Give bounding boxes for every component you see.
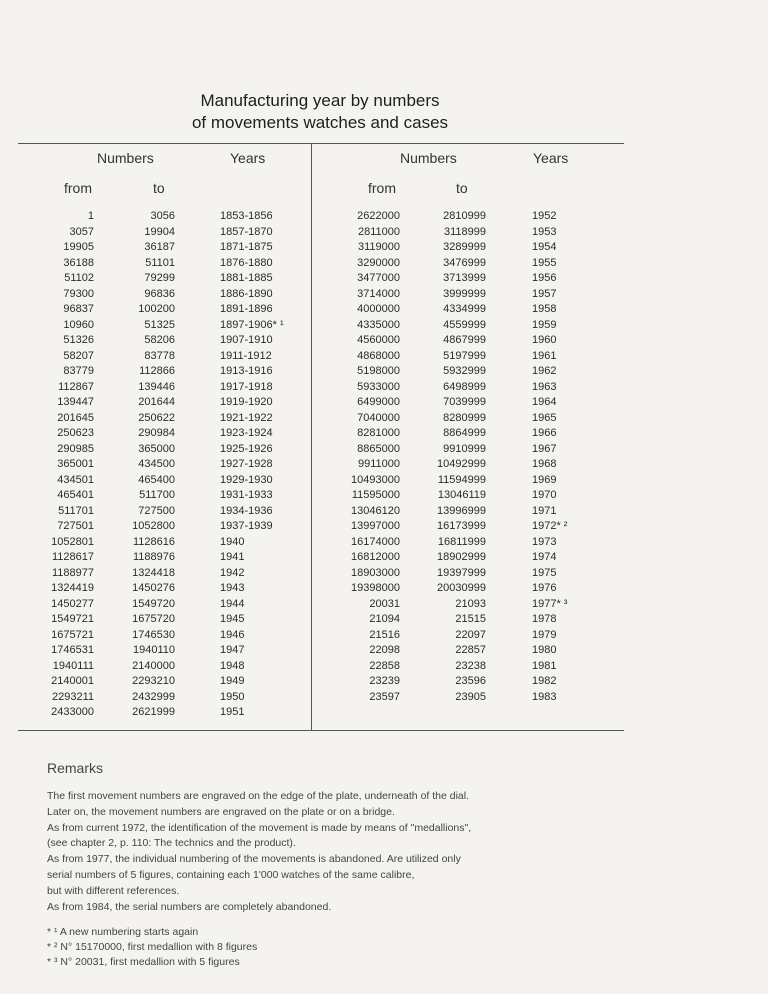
left-to-cell: 96836	[144, 287, 175, 300]
title-line-2: of movements watches and cases	[191, 113, 449, 132]
left-years-cell: 1929-1930	[220, 473, 273, 486]
right-from-cell: 4868000	[357, 349, 400, 362]
left-from-cell: 51102	[64, 272, 94, 284]
right-to-cell: 5197999	[443, 349, 486, 362]
remarks-line: As from 1977, the individual numbering of the movements is abandoned. Are utilized only	[47, 853, 461, 866]
right-years-cell: 1956	[532, 272, 557, 284]
left-years-cell: 1871-1875	[220, 241, 273, 253]
left-years-cell: 1891-1896	[220, 303, 273, 315]
right-from-cell: 7040000	[357, 411, 400, 424]
column-divider	[311, 144, 312, 730]
left-years-header: Years	[230, 150, 266, 166]
right-to-cell: 3999999	[443, 287, 486, 300]
left-years-column	[220, 209, 310, 721]
left-to-cell: 727500	[138, 504, 175, 517]
left-from-cell: 79300	[63, 287, 94, 300]
right-numbers-header: Numbers	[400, 150, 457, 166]
right-years-cell: 1983	[532, 690, 557, 703]
left-to-cell: 1940110	[132, 644, 175, 656]
left-from-cell: 727501	[57, 520, 94, 532]
right-to-cell: 23596	[455, 675, 486, 687]
left-years-cell: 1853-1856	[220, 210, 273, 222]
left-to-cell: 58206	[144, 334, 175, 346]
left-years-cell: 1950	[220, 690, 245, 703]
right-from-cell: 3477000	[357, 272, 400, 284]
right-to-cell: 7039999	[443, 396, 486, 408]
right-to-cell: 4334999	[443, 303, 486, 315]
left-years-cell: 1942	[220, 566, 245, 579]
left-from-cell: 201645	[57, 411, 94, 424]
left-from-cell: 51326	[63, 334, 94, 346]
left-years-cell: 1937-1939	[220, 520, 273, 532]
right-years-cell: 1966	[532, 427, 557, 439]
right-to-cell: 16811999	[437, 535, 486, 548]
right-years-cell: 1960	[532, 334, 557, 346]
right-from-cell: 4000000	[357, 303, 400, 315]
right-years-cell: 1979	[532, 628, 557, 641]
right-years-cell: 1971	[532, 504, 557, 517]
left-from-cell: 365001	[57, 458, 94, 470]
left-from-cell: 434501	[57, 473, 94, 486]
right-to-cell: 9910999	[443, 442, 486, 455]
right-to-cell: 22097	[455, 628, 486, 641]
right-years-cell: 1965	[532, 411, 557, 424]
left-to-cell: 2140000	[132, 659, 175, 672]
left-from-cell: 1052801	[51, 535, 94, 548]
right-from-cell: 23597	[369, 690, 400, 703]
left-from-cell: 112867	[58, 380, 94, 393]
left-to-cell: 1746530	[132, 628, 175, 641]
right-years-cell: 1968	[532, 458, 557, 470]
right-from-cell: 3290000	[357, 256, 400, 269]
left-to-cell: 79299	[144, 272, 175, 284]
right-from-cell: 20031	[369, 597, 400, 610]
left-from-cell: 1675721	[51, 628, 94, 641]
left-from-cell: 1450277	[51, 597, 94, 610]
left-to-cell: 1450276	[132, 582, 175, 594]
left-years-cell: 1951	[220, 706, 245, 718]
left-years-cell: 1886-1890	[220, 287, 273, 300]
left-years-cell: 1857-1870	[220, 225, 273, 238]
right-from-cell: 8865000	[357, 442, 400, 455]
left-from-cell: 1940111	[52, 659, 94, 672]
right-to-cell: 20030999	[437, 582, 486, 594]
left-years-cell: 1907-1910	[220, 334, 273, 346]
remarks-body	[47, 789, 471, 915]
left-from-cell: 1324419	[51, 582, 94, 594]
right-years-cell: 1961	[532, 349, 557, 362]
right-from-cell: 18903000	[351, 566, 400, 579]
left-from-column	[20, 209, 94, 721]
right-from-cell: 16812000	[351, 551, 400, 563]
right-from-cell: 4335000	[357, 318, 400, 331]
remarks-line: As from 1984, the serial numbers are completely abandoned.	[47, 900, 332, 913]
right-to-cell: 19397999	[437, 566, 486, 579]
right-to-cell: 16173999	[437, 520, 486, 532]
left-from-cell: 250623	[57, 427, 94, 439]
left-to-cell: 36187	[144, 241, 175, 253]
right-years-cell: 1953	[532, 225, 557, 238]
right-to-cell: 3118999	[443, 225, 486, 238]
right-years-cell: 1970	[532, 489, 557, 501]
right-to-cell: 3476999	[443, 256, 486, 269]
remarks-line: The first movement numbers are engraved on the edge of the plate, underneath of the dial.	[47, 790, 470, 802]
footnote-line: * ¹ A new numbering starts again	[47, 926, 199, 938]
left-years-cell: 1913-1916	[220, 365, 273, 377]
left-from-cell: 3057	[69, 225, 94, 238]
right-to-cell: 3713999	[443, 272, 486, 284]
left-to-cell: 2432999	[132, 690, 175, 703]
left-to-cell: 1324418	[132, 566, 175, 579]
right-to-cell: 5932999	[443, 365, 486, 377]
right-years-cell: 1974	[532, 551, 557, 563]
left-from-cell: 1188977	[51, 566, 94, 579]
left-years-cell: 1931-1933	[220, 489, 273, 501]
left-to-cell: 112866	[139, 365, 175, 377]
footnotes	[47, 925, 257, 970]
right-years-cell: 1954	[532, 241, 557, 253]
left-years-cell: 1925-1926	[220, 442, 273, 455]
left-from-cell: 2433000	[51, 706, 94, 718]
footnote-line: * ³ N° 20031, first medallion with 5 figures	[47, 956, 240, 968]
right-years-cell: 1959	[532, 318, 557, 331]
right-to-cell: 23905	[455, 690, 486, 703]
right-years-cell: 1981	[532, 659, 557, 672]
left-numbers-header: Numbers	[97, 150, 154, 166]
right-from-cell: 2622000	[357, 210, 400, 222]
left-to-cell: 1188976	[132, 551, 175, 563]
left-to-cell: 51325	[144, 318, 175, 331]
left-years-cell: 1943	[220, 582, 245, 594]
left-to-cell: 2293210	[132, 675, 175, 687]
left-years-cell: 1881-1885	[220, 272, 273, 284]
left-years-cell: 1949	[220, 675, 245, 687]
left-years-cell: 1923-1924	[220, 427, 273, 439]
left-from-header: from	[64, 180, 92, 196]
left-years-cell: 1927-1928	[220, 458, 273, 470]
left-to-cell: 1128616	[132, 535, 175, 548]
left-to-cell: 290984	[138, 427, 175, 439]
right-from-cell: 3119000	[357, 241, 400, 253]
right-to-column	[420, 209, 486, 705]
right-years-cell: 1973	[532, 535, 557, 548]
left-from-cell: 1549721	[51, 613, 94, 625]
left-years-cell: 1941	[220, 551, 245, 563]
right-years-cell: 1982	[532, 675, 557, 687]
left-to-cell: 434500	[138, 458, 175, 470]
right-years-cell: 1952	[532, 210, 557, 222]
left-from-cell: 2140001	[51, 675, 94, 687]
right-from-cell: 16174000	[351, 535, 400, 548]
remarks-line: (see chapter 2, p. 110: The technics and the product).	[47, 837, 296, 850]
right-to-cell: 8864999	[443, 427, 486, 439]
right-years-cell: 1976	[532, 582, 557, 594]
left-from-cell: 139447	[57, 396, 94, 408]
remarks-title: Remarks	[47, 760, 104, 776]
right-from-cell: 21094	[369, 613, 400, 625]
left-from-cell: 1128617	[51, 551, 94, 563]
left-to-cell: 250622	[138, 411, 175, 424]
right-years-cell: 1958	[532, 303, 557, 315]
right-from-cell: 22098	[369, 644, 400, 656]
left-from-cell: 2293211	[51, 690, 94, 703]
left-years-cell: 1921-1922	[220, 411, 273, 424]
right-from-cell: 2811000	[357, 225, 400, 238]
title-line-1: Manufacturing year by numbers	[200, 91, 440, 110]
left-years-cell: 1911-1912	[220, 349, 272, 362]
left-years-cell: 1944	[220, 597, 245, 610]
footnote-line: * ² N° 15170000, first medallion with 8 figures	[47, 941, 258, 953]
right-years-cell: 1980	[532, 644, 557, 656]
left-to-cell: 1675720	[132, 613, 175, 625]
right-years-cell: 1955	[532, 256, 557, 269]
left-to-cell: 83778	[144, 349, 175, 362]
left-to-cell: 3056	[150, 210, 175, 222]
right-from-cell: 4560000	[357, 334, 400, 346]
document-title	[0, 90, 640, 134]
remarks-line: but with different references.	[47, 884, 180, 897]
left-years-cell: 1917-1918	[220, 380, 273, 393]
left-to-header: to	[153, 180, 165, 196]
right-years-cell: 1969	[532, 473, 557, 486]
left-to-cell: 511700	[139, 489, 175, 501]
left-to-cell: 365000	[138, 442, 175, 455]
right-from-cell: 3714000	[357, 287, 400, 300]
right-to-cell: 2810999	[443, 210, 486, 222]
left-to-cell: 1052800	[132, 520, 175, 532]
left-from-cell: 36188	[63, 256, 94, 269]
left-from-cell: 19905	[63, 241, 94, 253]
left-from-cell: 465401	[57, 489, 94, 501]
right-from-cell: 6499000	[357, 396, 400, 408]
left-years-cell: 1897-1906* ¹	[220, 318, 284, 331]
left-from-cell: 290985	[57, 442, 94, 455]
right-to-cell: 10492999	[437, 458, 486, 470]
top-rule	[18, 143, 624, 144]
right-from-cell: 13997000	[351, 520, 400, 532]
left-from-cell: 83779	[63, 365, 94, 377]
right-years-cell: 1978	[532, 613, 557, 625]
left-from-cell: 96837	[63, 303, 94, 315]
right-years-cell: 1972* ²	[532, 520, 568, 532]
left-to-cell: 465400	[138, 473, 175, 486]
right-years-cell: 1963	[532, 380, 557, 393]
right-to-cell: 6498999	[443, 380, 486, 393]
left-to-cell: 2621999	[132, 706, 175, 718]
remarks-line: As from current 1972, the identification of the movement is made by means of "medallions",	[47, 821, 472, 834]
right-from-header: from	[368, 180, 396, 196]
right-from-column	[320, 209, 400, 705]
left-to-cell: 201644	[138, 396, 175, 408]
left-from-cell: 1	[87, 210, 94, 222]
right-years-header: Years	[533, 150, 569, 166]
right-years-cell: 1964	[532, 396, 557, 408]
right-to-cell: 21515	[455, 613, 486, 625]
right-years-column	[532, 209, 592, 705]
right-to-cell: 22857	[455, 644, 486, 656]
right-years-cell: 1975	[532, 566, 557, 579]
right-from-cell: 11595000	[351, 489, 400, 501]
left-from-cell: 10960	[63, 318, 94, 331]
right-to-cell: 13996999	[437, 504, 486, 517]
right-to-cell: 21093	[455, 597, 486, 610]
left-years-cell: 1919-1920	[220, 396, 273, 408]
right-from-cell: 10493000	[351, 473, 400, 486]
left-to-cell: 51101	[145, 256, 175, 269]
right-years-cell: 1957	[532, 287, 557, 300]
left-years-cell: 1934-1936	[220, 504, 273, 517]
right-to-cell: 4559999	[443, 318, 486, 331]
left-to-cell: 139446	[138, 380, 175, 393]
left-to-cell: 100200	[138, 303, 175, 315]
left-years-cell: 1945	[220, 613, 245, 625]
right-from-cell: 22858	[369, 659, 400, 672]
left-from-cell: 58207	[63, 349, 94, 362]
left-years-cell: 1948	[220, 659, 245, 672]
left-years-cell: 1876-1880	[220, 256, 273, 269]
right-to-cell: 11594999	[437, 473, 486, 486]
left-to-cell: 1549720	[132, 597, 175, 610]
left-to-column	[110, 209, 175, 721]
right-from-cell: 13046120	[351, 504, 400, 517]
right-to-cell: 18902999	[437, 551, 486, 563]
right-to-cell: 13046119	[437, 489, 486, 501]
right-from-cell: 8281000	[357, 427, 400, 439]
right-from-cell: 5933000	[357, 380, 400, 393]
right-from-cell: 5198000	[357, 365, 400, 377]
right-from-cell: 19398000	[351, 582, 400, 594]
left-years-cell: 1940	[220, 535, 245, 548]
right-from-cell: 21516	[369, 628, 400, 641]
remarks-line: serial numbers of 5 figures, containing each 1'000 watches of the same calibre,	[47, 868, 415, 881]
left-from-cell: 1746531	[51, 644, 94, 656]
left-from-cell: 511701	[58, 504, 94, 517]
right-to-cell: 4867999	[443, 334, 486, 346]
right-from-cell: 9911000	[357, 458, 400, 470]
left-years-cell: 1947	[220, 644, 245, 656]
right-from-cell: 23239	[369, 675, 400, 687]
right-to-cell: 3289999	[443, 241, 486, 253]
right-years-cell: 1967	[532, 442, 557, 455]
left-years-cell: 1946	[220, 628, 245, 641]
right-to-cell: 8280999	[443, 411, 486, 424]
right-years-cell: 1977* ³	[532, 597, 568, 610]
right-to-header: to	[456, 180, 468, 196]
remarks-line: Later on, the movement numbers are engraved on the plate or on a bridge.	[47, 805, 395, 818]
left-to-cell: 19904	[144, 225, 175, 238]
right-years-cell: 1962	[532, 365, 557, 377]
bottom-rule	[18, 730, 624, 731]
right-to-cell: 23238	[455, 659, 486, 672]
